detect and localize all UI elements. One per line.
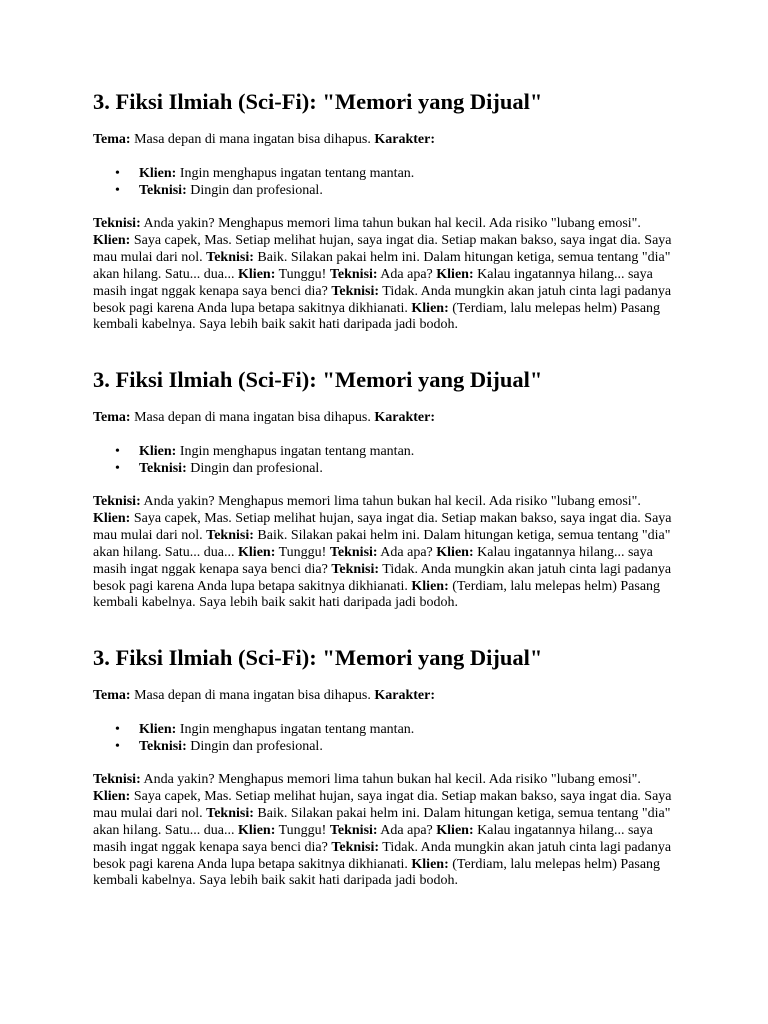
- dialogue-speaker: Klien:: [238, 822, 276, 838]
- dialogue-line: Saya capek, Mas. Setiap melihat hujan, saya ingat dia. Setiap makan bakso, saya ingat dia. Saya mau mulai dari nol.: [93, 788, 672, 821]
- document-page: [93, 83, 683, 917]
- character-description: Dingin dan profesional.: [186, 739, 323, 754]
- character-name: Klien:: [139, 444, 177, 459]
- dialogue-line: Saya capek, Mas. Setiap melihat hujan, saya ingat dia. Setiap makan bakso, saya ingat dia. Saya mau mulai dari nol.: [93, 232, 672, 265]
- character-description: Dingin dan profesional.: [186, 461, 323, 476]
- dialogue-speaker: Klien:: [93, 232, 131, 248]
- character-name: Teknisi:: [139, 183, 187, 198]
- dialogue-speaker: Teknisi:: [93, 216, 141, 231]
- dialogue-speaker: Klien:: [93, 788, 131, 804]
- character-name: Klien:: [139, 166, 177, 181]
- theme-label: Tema:: [93, 410, 131, 425]
- dialogue-line: Tidak. Anda mungkin akan jatuh cinta lagi padanya besok pagi karena Anda lupa betapa sakitnya dikhianati.: [93, 561, 672, 594]
- story-section: [93, 83, 683, 361]
- dialogue-line: Tunggu!: [275, 544, 330, 560]
- dialogue-speaker: Klien:: [436, 822, 474, 838]
- section-heading: 3. Fiksi Ilmiah (Sci-Fi): "Memori yang Dijual": [93, 645, 543, 670]
- dialogue-speaker: Teknisi:: [206, 527, 254, 543]
- dialogue-line: (Terdiam, lalu melepas helm) Pasang kembali kabelnya. Saya lebih baik sakit hati daripada jadi bodoh.: [93, 856, 661, 889]
- story-section: [93, 361, 683, 639]
- characters-label: Karakter:: [374, 688, 436, 703]
- dialogue-speaker: Teknisi:: [93, 494, 141, 509]
- dialogue-speaker: Teknisi:: [93, 772, 141, 787]
- character-name: Teknisi:: [139, 739, 187, 754]
- dialogue-line: Anda yakin? Menghapus memori lima tahun bukan hal kecil. Ada risiko "lubang emosi".: [140, 772, 641, 787]
- dialogue-speaker: Klien:: [436, 544, 474, 560]
- dialogue-speaker: Klien:: [411, 856, 449, 872]
- dialogue-speaker: Klien:: [93, 510, 131, 526]
- dialogue-line: Ada apa?: [377, 544, 437, 560]
- story-section: [93, 639, 683, 917]
- dialogue-line: (Terdiam, lalu melepas helm) Pasang kembali kabelnya. Saya lebih baik sakit hati daripada jadi bodoh.: [93, 578, 661, 611]
- dialogue-line: Tidak. Anda mungkin akan jatuh cinta lagi padanya besok pagi karena Anda lupa betapa sakitnya dikhianati.: [93, 283, 672, 316]
- dialogue-line: Baik. Silakan pakai helm ini. Dalam hitungan ketiga, semua tentang "dia" akan hilang. Satu... dua...: [93, 249, 671, 282]
- dialogue-line: Kalau ingatannya hilang... saya masih ingat nggak kenapa saya benci dia?: [93, 544, 653, 577]
- dialogue-speaker: Klien:: [411, 578, 449, 594]
- dialogue-speaker: Klien:: [238, 266, 276, 282]
- character-name: Teknisi:: [139, 461, 187, 476]
- character-description: Ingin menghapus ingatan tentang mantan.: [176, 444, 415, 459]
- theme-paragraph: [93, 131, 683, 148]
- theme-paragraph: [93, 409, 683, 426]
- characters-label: Karakter:: [374, 132, 436, 147]
- dialogue-line: Anda yakin? Menghapus memori lima tahun bukan hal kecil. Ada risiko "lubang emosi".: [140, 494, 641, 509]
- character-list: [93, 165, 683, 199]
- character-item: [93, 182, 683, 199]
- character-item: [93, 443, 683, 460]
- dialogue-line: Baik. Silakan pakai helm ini. Dalam hitungan ketiga, semua tentang "dia" akan hilang. Satu... dua...: [93, 805, 671, 838]
- character-description: Ingin menghapus ingatan tentang mantan.: [176, 166, 415, 181]
- dialogue-line: Anda yakin? Menghapus memori lima tahun bukan hal kecil. Ada risiko "lubang emosi".: [140, 216, 641, 231]
- character-list: [93, 443, 683, 477]
- section-heading: 3. Fiksi Ilmiah (Sci-Fi): "Memori yang Dijual": [93, 89, 543, 114]
- dialogue-speaker: Teknisi:: [331, 283, 380, 299]
- dialogue-paragraph: [93, 216, 678, 334]
- character-list: [93, 721, 683, 755]
- theme-text: Masa depan di mana ingatan bisa dihapus.: [130, 688, 375, 703]
- dialogue-speaker: Klien:: [238, 544, 276, 560]
- dialogue-line: Ada apa?: [377, 822, 437, 838]
- dialogue-speaker: Klien:: [436, 266, 474, 282]
- character-description: Dingin dan profesional.: [186, 183, 323, 198]
- dialogue-speaker: Klien:: [411, 300, 449, 316]
- theme-paragraph: [93, 687, 683, 704]
- theme-text: Masa depan di mana ingatan bisa dihapus.: [130, 410, 375, 425]
- character-name: Klien:: [139, 722, 177, 737]
- dialogue-line: Tunggu!: [275, 266, 330, 282]
- dialogue-line: (Terdiam, lalu melepas helm) Pasang kembali kabelnya. Saya lebih baik sakit hati daripada jadi bodoh.: [93, 300, 661, 333]
- theme-label: Tema:: [93, 688, 131, 703]
- dialogue-speaker: Teknisi:: [329, 822, 378, 838]
- dialogue-line: Ada apa?: [377, 266, 437, 282]
- dialogue-speaker: Teknisi:: [329, 544, 378, 560]
- dialogue-line: Kalau ingatannya hilang... saya masih ingat nggak kenapa saya benci dia?: [93, 266, 653, 299]
- theme-text: Masa depan di mana ingatan bisa dihapus.: [130, 132, 375, 147]
- theme-label: Tema:: [93, 132, 131, 147]
- dialogue-line: Tunggu!: [275, 822, 330, 838]
- section-heading: 3. Fiksi Ilmiah (Sci-Fi): "Memori yang Dijual": [93, 367, 543, 392]
- dialogue-speaker: Teknisi:: [331, 561, 380, 577]
- dialogue-line: Tidak. Anda mungkin akan jatuh cinta lagi padanya besok pagi karena Anda lupa betapa sakitnya dikhianati.: [93, 839, 672, 872]
- character-item: [93, 460, 683, 477]
- character-item: [93, 165, 683, 182]
- dialogue-speaker: Teknisi:: [329, 266, 378, 282]
- dialogue-line: Saya capek, Mas. Setiap melihat hujan, saya ingat dia. Setiap makan bakso, saya ingat dia. Saya mau mulai dari nol.: [93, 510, 672, 543]
- dialogue-paragraph: [93, 772, 678, 890]
- dialogue-paragraph: [93, 494, 678, 612]
- character-item: [93, 721, 683, 738]
- character-description: Ingin menghapus ingatan tentang mantan.: [176, 722, 415, 737]
- character-item: [93, 738, 683, 755]
- dialogue-speaker: Teknisi:: [331, 839, 380, 855]
- dialogue-speaker: Teknisi:: [206, 805, 254, 821]
- dialogue-speaker: Teknisi:: [206, 249, 254, 265]
- dialogue-line: Kalau ingatannya hilang... saya masih ingat nggak kenapa saya benci dia?: [93, 822, 653, 855]
- characters-label: Karakter:: [374, 410, 436, 425]
- dialogue-line: Baik. Silakan pakai helm ini. Dalam hitungan ketiga, semua tentang "dia" akan hilang. Satu... dua...: [93, 527, 671, 560]
